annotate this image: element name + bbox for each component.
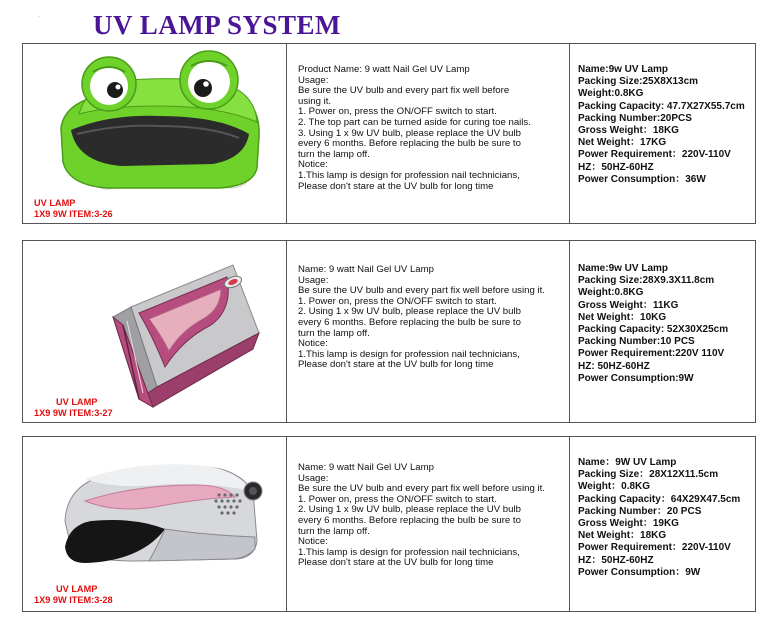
item-type: UV LAMP (34, 198, 76, 208)
description-line: Name: 9 watt Nail Gel UV Lamp (298, 264, 434, 275)
product-image-cell (23, 437, 287, 611)
description-line: Notice: (298, 536, 328, 548)
spec-line: Name:9w UV Lamp (578, 263, 669, 274)
description-line: Name: 9 watt Nail Gel UV Lamp (298, 462, 434, 473)
description-line: Please don't stare at the UV bulb for long time (298, 557, 494, 569)
spec-line: Power Requirement:220V 110V (578, 348, 725, 360)
spec-line: Net Weight：17KG (578, 137, 667, 149)
description-line: Be sure the UV bulb and every part fix well before (298, 85, 510, 97)
item-code-label (34, 397, 113, 418)
description-line: every 6 months. Before replacing the bulb be sure to (298, 316, 521, 328)
description-line: 1.This lamp is design for profession nail technicians, (298, 169, 520, 181)
description-line: Product Name: 9 watt Nail Gel UV Lamp (298, 64, 470, 75)
description-line: 1. Power on, press the ON/OFF switch to start. (298, 106, 497, 118)
spec-line: HZ: 50HZ-60HZ (578, 360, 650, 372)
description-line: turn the lamp off. (298, 327, 370, 339)
product-row-3-28 (22, 436, 756, 612)
description-line: Be sure the UV bulb and every part fix well before using it. (298, 483, 545, 495)
corner-mark: - (38, 14, 41, 21)
description-line: using it. (298, 95, 332, 107)
spec-line: Gross Weight：19KG (578, 518, 679, 530)
spec-line: Packing Number:20PCS (578, 112, 692, 124)
spec-line: Net Weight：18KG (578, 530, 667, 542)
description-line: Notice: (298, 159, 328, 171)
spec-line: Net Weight：10KG (578, 311, 667, 323)
description-line: Usage: (298, 74, 329, 86)
description-line: turn the lamp off. (298, 525, 370, 537)
description-line: 3. Using 1 x 9w UV bulb, please replace the UV bulb (298, 127, 521, 139)
product-specs-cell (570, 44, 755, 223)
spec-line: Gross Weight：18KG (578, 125, 679, 137)
spec-line: Packing Capacity: 47.7X27X55.7cm (578, 100, 745, 112)
spec-line: Packing Capacity: 52X30X25cm (578, 324, 729, 336)
item-code-label (34, 584, 113, 605)
product-specs-cell (570, 437, 755, 611)
description-line: turn the lamp off. (298, 148, 370, 160)
frog-uv-lamp-image (49, 50, 264, 198)
item-type: UV LAMP (56, 397, 98, 407)
product-specs-cell (570, 241, 755, 422)
item-code-label (34, 198, 113, 219)
product-image-cell (23, 44, 287, 223)
description-line: 1.This lamp is design for profession nail technicians, (298, 546, 520, 558)
product-description-cell (287, 437, 570, 611)
product-description-cell (287, 44, 570, 223)
description-line: Usage: (298, 274, 329, 286)
description-line: 2. Using 1 x 9w UV bulb, please replace the UV bulb (298, 504, 521, 516)
spec-line: Power Consumption:9W (578, 372, 694, 384)
spec-line: Packing Size：28X12X11.5cm (578, 469, 719, 481)
spec-line: Packing Size:28X9.3X11.8cm (578, 275, 715, 287)
spec-line: Power Consumption：9W (578, 566, 701, 578)
spec-line: Packing Capacity：64X29X47.5cm (578, 493, 741, 505)
description-line: Notice: (298, 338, 328, 350)
spec-line: Packing Number：20 PCS (578, 505, 702, 517)
product-row-3-27 (22, 240, 756, 423)
item-number: 1X9 9W ITEM:3-27 (34, 407, 113, 418)
spec-line: Name：9W UV Lamp (578, 457, 677, 468)
page-title: UV LAMP SYSTEM (93, 10, 342, 40)
product-description-cell (287, 241, 570, 422)
spec-line: Weight：0.8KG (578, 481, 651, 493)
product-image-cell (23, 241, 287, 422)
silver-uv-lamp-image (45, 451, 275, 571)
spec-line: Weight:0.8KG (578, 88, 644, 100)
spec-line: Power Requirement：220V-110V (578, 149, 731, 161)
description-line: 2. Using 1 x 9w UV bulb, please replace the UV bulb (298, 306, 521, 318)
description-line: 1. Power on, press the ON/OFF switch to start. (298, 493, 497, 505)
spec-line: Gross Weight：11KG (578, 299, 679, 311)
description-line: Be sure the UV bulb and every part fix well before using it. (298, 285, 545, 297)
description-line: 1.This lamp is design for profession nail technicians, (298, 348, 520, 360)
description-line: 2. The top part can be turned aside for curing toe nails. (298, 116, 531, 128)
description-line: 1. Power on, press the ON/OFF switch to start. (298, 295, 497, 307)
pink-uv-lamp-image (83, 247, 273, 412)
item-type: UV LAMP (56, 584, 98, 594)
description-line: Please don't stare at the UV bulb for long time (298, 359, 494, 371)
item-number: 1X9 9W ITEM:3-26 (34, 208, 113, 219)
spec-line: Weight:0.8KG (578, 287, 644, 299)
spec-line: Power Requirement：220V-110V (578, 542, 731, 554)
spec-line: Name:9w UV Lamp (578, 64, 669, 75)
description-line: every 6 months. Before replacing the bulb be sure to (298, 138, 521, 150)
item-number: 1X9 9W ITEM:3-28 (34, 594, 113, 605)
spec-line: HZ：50HZ-60HZ (578, 161, 654, 173)
description-line: every 6 months. Before replacing the bulb be sure to (298, 514, 521, 526)
description-line: Usage: (298, 472, 329, 484)
product-row-3-26 (22, 43, 756, 224)
spec-line: Power Consumption：36W (578, 173, 706, 185)
spec-line: HZ：50HZ-60HZ (578, 554, 654, 566)
spec-line: Packing Size:25X8X13cm (578, 76, 699, 88)
spec-line: Packing Number:10 PCS (578, 336, 695, 348)
description-line: Please don't stare at the UV bulb for long time (298, 180, 494, 192)
